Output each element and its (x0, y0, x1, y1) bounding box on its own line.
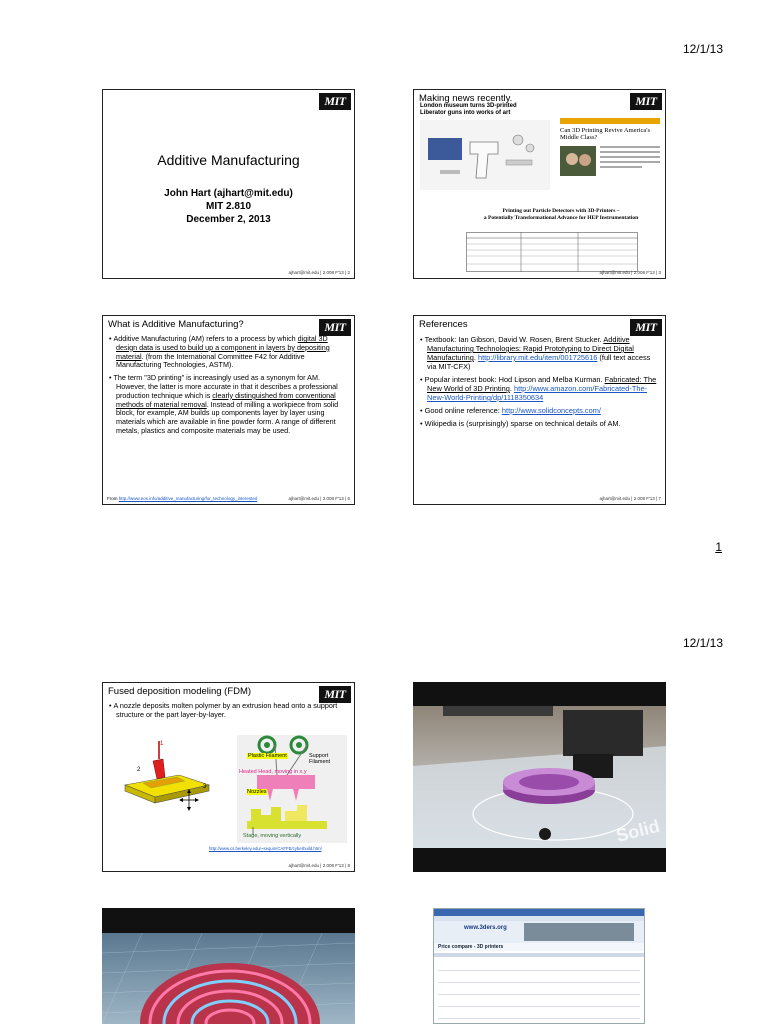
definition-list (109, 335, 348, 440)
site-header (434, 921, 644, 943)
fdm-bullet: • A nozzle deposits molten polymer by an extrusion head onto a support structure or the part layer-by-layer. (109, 702, 348, 719)
slide-footer: ajhart@mit.edu | 2.008 F'13 | 3 (599, 270, 661, 275)
book-link[interactable]: http://www.amazon.com/Fabricated-The-New-World-Printing/dp/1118350634 (427, 384, 648, 402)
label-stage: Stage, moving vertically (243, 833, 302, 839)
reference-book: • Popular interest book: Hod Lipson and Melba Kurman. Fabricated: The New World of 3D Printing. http://www.amazon.com/Fabricated-The-New-World-Printing/dp/1118350634 (420, 375, 659, 402)
printer-video-frame[interactable] (413, 706, 666, 848)
lecture-date: December 2, 2013 (186, 214, 271, 225)
reference-list (420, 335, 659, 432)
site-banner (524, 923, 634, 941)
slide-footer: ajhart@mit.edu | 2.008 F'13 | 7 (599, 496, 661, 501)
callout-2: 2 (137, 767, 141, 773)
mit-logo: MIT (319, 686, 351, 703)
reference-wikipedia: • Wikipedia is (surprisingly) sparse on technical details of AM. (420, 419, 659, 428)
slide-author-block (103, 187, 354, 226)
table-row (438, 959, 640, 971)
browser-titlebar (434, 909, 644, 916)
slide-3ders-website (413, 908, 666, 1024)
slide-toolpath-render (102, 908, 355, 1024)
slide-footer: ajhart@mit.edu | 2.008 F'13 | 2 (288, 270, 350, 275)
label-support-filament: Support Filament (309, 753, 331, 765)
reference-online: • Good online reference: http://www.solidconcepts.com/ (420, 406, 659, 415)
paper-title: Printing out Particle Detectors with 3D-Printers – a Potentially Transformational Advance for HEP Instrumentation (483, 208, 639, 221)
page-number: 1 (715, 540, 722, 554)
news-headline-middle-class: Can 3D Printing Revive America's Middle Class? (560, 127, 650, 141)
mit-logo: MIT (630, 93, 662, 110)
news-photo (560, 146, 596, 176)
callout-1: 1 (160, 741, 164, 747)
toolpath-render-image[interactable] (102, 933, 355, 1024)
paper-table (466, 226, 638, 272)
page-date: 12/1/13 (682, 636, 723, 650)
price-compare-heading: Price compare - 3D printers (434, 943, 644, 951)
synonym-bullet: • The term "3D printing" is increasingly used as a synonym for AM. However, the latter is more accurate in that it describes a professional production technique which is clearly distinguished from conventional methods of material removal. Instead of milling a workpiece from solid block, for example, AM builds up components layer by layer using materials which are available in fine powder form. A range of different metals, plastics and composite materials may be used. (109, 374, 348, 436)
label-plastic-filament: Plastic Filament (248, 753, 287, 759)
slide-references (413, 315, 666, 505)
callout-3: 3 (203, 784, 207, 790)
table-header (434, 953, 644, 957)
news-headline-guns: London museum turns 3D-printed Liberator guns into works of art (420, 103, 517, 116)
slide-heading: Making news recently. (419, 93, 513, 104)
slide-footer: ajhart@mit.edu | 2.008 F'13 | 8 (288, 863, 350, 868)
table-row (438, 971, 640, 983)
render-top-bar (102, 908, 355, 933)
label-heated-head: Heated Head, moving in x,y (239, 769, 307, 775)
slide-news (413, 89, 666, 279)
source-citation: From http://www.eos.info/additive_manufacturing/for_technology_interested (107, 496, 258, 501)
slide-heading: What is Additive Manufacturing? (108, 319, 244, 330)
source-link[interactable]: http://www.eos.info/additive_manufacturing/for_technology_interested (118, 496, 258, 501)
printed-gun-photo (420, 120, 550, 190)
textbook-link[interactable]: http://library.mit.edu/item/001725616 (477, 353, 598, 362)
mit-logo: MIT (319, 319, 351, 336)
video-top-bar (413, 682, 666, 706)
table-row (438, 995, 640, 1007)
fdm-bullets (109, 702, 348, 723)
reference-textbook: • Textbook: Ian Gibson, David W. Rosen, Brent Stucker. Additive Manufacturing Technologies: Rapid Prototyping to Direct Digital Manufacturing. http://library.mit.edu/item/001725616 (full text access via MIT-CFX) (420, 335, 659, 371)
slide-title (102, 89, 355, 279)
table-row (438, 983, 640, 995)
slide-main-title: Additive Manufacturing (157, 152, 300, 168)
mit-logo: MIT (630, 319, 662, 336)
page-date: 12/1/13 (682, 42, 723, 56)
slide-heading: Fused deposition modeling (FDM) (108, 686, 252, 697)
table-row (438, 1007, 640, 1019)
fdm-source-link[interactable]: http://www.cs.berkeley.edu/~sequin/CAFFE/cyberbuild.html (209, 846, 322, 851)
news-article-text (600, 146, 660, 176)
slide-fdm (102, 682, 355, 872)
definition-bullet: • Additive Manufacturing (AM) refers to a process by which digital 3D design data is used to build up a component in layers by depositing material. (from the International Committee F42 for Additive Manufacturing Technologies, ASTM). (109, 335, 348, 370)
slide-what-is-am (102, 315, 355, 505)
site-name: www.3ders.org (464, 925, 507, 931)
fdm-printer-diagram (119, 741, 215, 813)
slide-heading: References (419, 319, 468, 330)
browser-screenshot[interactable] (433, 908, 645, 1024)
course: MIT 2.810 (205, 201, 252, 212)
printer-table (434, 959, 644, 1019)
author: John Hart (ajhart@mit.edu) (164, 188, 293, 199)
label-nozzles: Nozzles (247, 789, 267, 795)
online-reference-link[interactable]: http://www.solidconcepts.com/ (501, 406, 601, 415)
news-banner (560, 118, 660, 124)
mit-logo: MIT (319, 93, 351, 110)
slide-footer: ajhart@mit.edu | 2.008 F'13 | 6 (288, 496, 350, 501)
video-watermark: Solid (614, 815, 662, 846)
video-bottom-bar (413, 848, 666, 872)
slide-printer-video (413, 682, 666, 872)
